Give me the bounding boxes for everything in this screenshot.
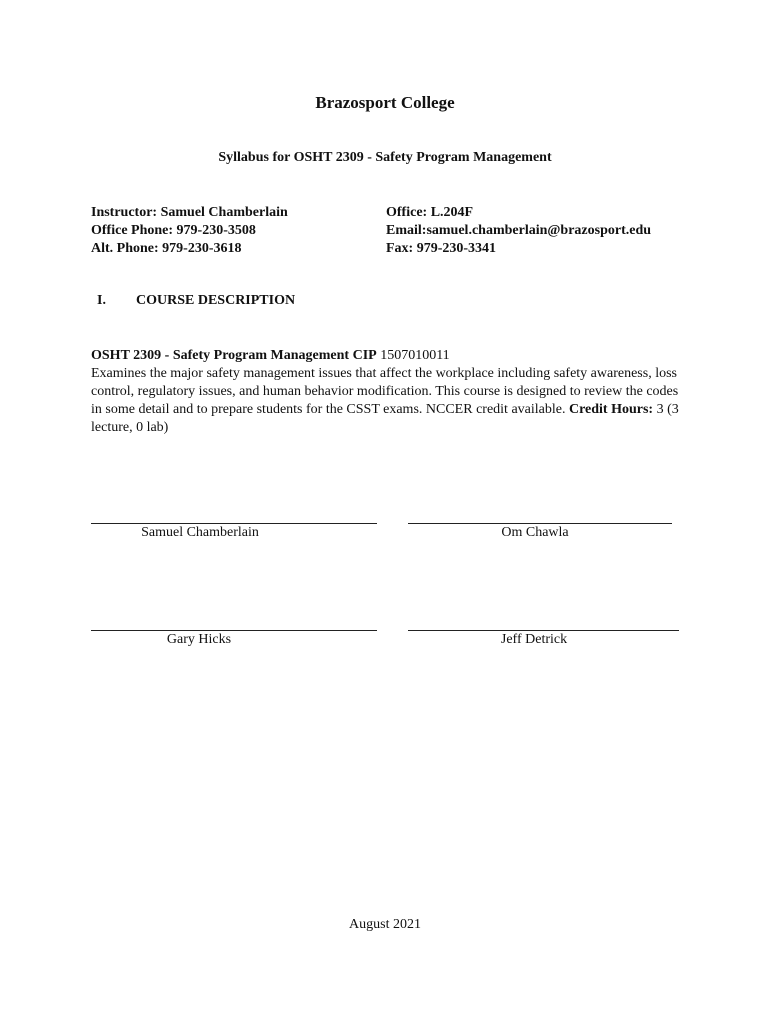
signature-line (408, 523, 672, 524)
fax-number: Fax: 979-230-3341 (386, 241, 497, 256)
signature-line (408, 630, 679, 631)
course-header-line (91, 347, 691, 365)
signature-name: Gary Hicks (166, 632, 232, 647)
course-code-title: OSHT 2309 - Safety Program Management (91, 348, 350, 363)
cip-label: CIP (352, 348, 377, 363)
contact-right-column (386, 204, 726, 258)
course-description-text (91, 365, 691, 437)
email-address: Email:samuel.chamberlain@brazosport.edu (386, 223, 652, 238)
document-date: August 2021 (349, 917, 421, 932)
course-description: Examines the major safety management issues that affect the workplace including safety awareness, loss control, regulatory issues, and human behavior modification. This course is designed to review the codes in some detail and to prepare students for the CSST exams. NCCER credit available. (91, 366, 679, 417)
section-number: I. (97, 293, 106, 308)
signature-line (91, 630, 377, 631)
syllabus-title: Syllabus for OSHT 2309 - Safety Program Management (218, 150, 552, 165)
institution-title: Brazosport College (315, 93, 455, 112)
alt-phone: Alt. Phone: 979-230-3618 (91, 241, 242, 256)
section-heading: COURSE DESCRIPTION (136, 293, 296, 308)
signature-name: Jeff Detrick (500, 632, 568, 647)
signature-name: Om Chawla (501, 525, 569, 540)
cip-code: 1507010011 (380, 348, 450, 363)
signature-name: Samuel Chamberlain (141, 525, 259, 540)
signature-line (91, 523, 377, 524)
office-location: Office: L.204F (386, 205, 474, 220)
instructor-name: Instructor: Samuel Chamberlain (91, 205, 288, 220)
course-description-block (91, 347, 691, 437)
credit-hours-label: Credit Hours: (568, 402, 654, 417)
contact-left-column (91, 204, 381, 258)
credit-hours-value: 3 (3 lecture, 0 lab) (91, 402, 679, 435)
office-phone: Office Phone: 979-230-3508 (91, 223, 256, 238)
